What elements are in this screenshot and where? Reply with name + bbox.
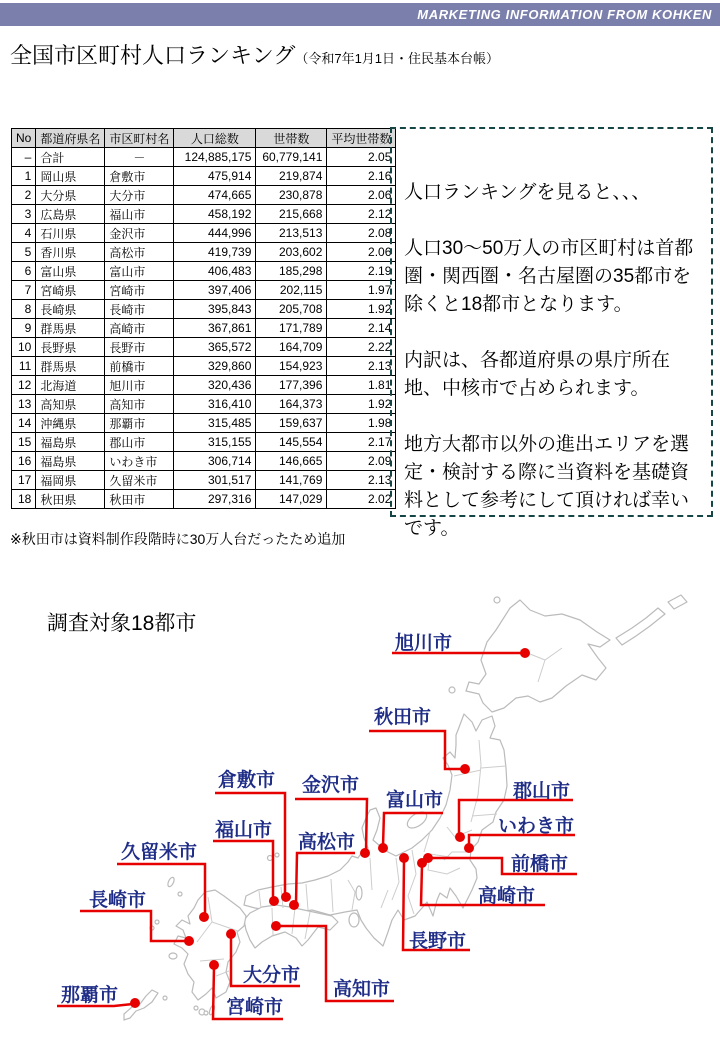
- cell-households: 202,115: [256, 281, 327, 300]
- cell-city: 高崎市: [105, 319, 174, 338]
- cell-no: 14: [12, 414, 36, 433]
- cell-households: 60,779,141: [256, 148, 327, 167]
- cell-avg-household: 1.97: [327, 281, 396, 300]
- cell-households: 146,665: [256, 452, 327, 471]
- map-island-oki-2: [275, 853, 279, 857]
- map-city-dot: [209, 960, 219, 970]
- cell-city: 福山市: [105, 205, 174, 224]
- map-city-dot: [464, 843, 474, 853]
- cell-prefecture: 群馬県: [36, 357, 105, 376]
- map-island-small-2: [194, 1006, 198, 1010]
- cell-population: 124,885,175: [174, 148, 256, 167]
- map-island-hokkaido: [466, 600, 610, 712]
- cell-no: 4: [12, 224, 36, 243]
- map-city-dot: [378, 843, 388, 853]
- cell-households: 205,708: [256, 300, 327, 319]
- cell-city: 前橋市: [105, 357, 174, 376]
- map-city-label: いわき市: [498, 816, 575, 837]
- cell-avg-household: 2.17: [327, 433, 396, 452]
- cell-no: 13: [12, 395, 36, 414]
- cell-avg-household: 1.98: [327, 414, 396, 433]
- cell-no: 12: [12, 376, 36, 395]
- cell-avg-household: 1.92: [327, 395, 396, 414]
- table-row: [12, 414, 396, 433]
- page-title: [10, 39, 499, 70]
- cell-no: 2: [12, 186, 36, 205]
- map-lake-biwa: [356, 886, 362, 900]
- table-row: [12, 205, 396, 224]
- page-title-main: 全国市区町村人口ランキング: [10, 43, 296, 68]
- cell-population: 475,914: [174, 167, 256, 186]
- map-city-dot: [455, 832, 465, 842]
- cell-no: –: [12, 148, 36, 167]
- cell-population: 320,436: [174, 376, 256, 395]
- map-city-dot: [184, 936, 194, 946]
- table-footnote: ※秋田市は資料制作段階時に30万人台だったため追加: [10, 531, 346, 547]
- cell-city: 長野市: [105, 338, 174, 357]
- table-row: [12, 433, 396, 452]
- table-row: [12, 262, 396, 281]
- cell-prefecture: 合計: [36, 148, 105, 167]
- cell-households: 154,923: [256, 357, 327, 376]
- cell-no: 6: [12, 262, 36, 281]
- cell-prefecture: 長崎県: [36, 300, 105, 319]
- cell-households: 145,554: [256, 433, 327, 452]
- table-row: [12, 452, 396, 471]
- cell-no: 8: [12, 300, 36, 319]
- cell-city: 旭川市: [105, 376, 174, 395]
- cell-no: 10: [12, 338, 36, 357]
- cell-population: 365,572: [174, 338, 256, 357]
- col-header-city: 市区町村名: [105, 129, 174, 148]
- table-row: [12, 471, 396, 490]
- table-row: [12, 395, 396, 414]
- cell-households: 215,668: [256, 205, 327, 224]
- table-row: [12, 243, 396, 262]
- cell-prefecture: 秋田県: [36, 490, 105, 509]
- cell-prefecture: 福島県: [36, 433, 105, 452]
- map-island-kuril-north: [668, 595, 687, 609]
- map-island-small-1: [163, 996, 167, 1000]
- map-island-okushiri: [449, 687, 455, 693]
- cell-prefecture: 福岡県: [36, 471, 105, 490]
- cell-avg-household: 2.19: [327, 262, 396, 281]
- map-city-dot: [289, 900, 299, 910]
- map-island-rishiri: [494, 597, 500, 603]
- map-city-label: 高知市: [333, 979, 391, 1000]
- map-city-label: 富山市: [386, 790, 444, 811]
- cell-population: 395,843: [174, 300, 256, 319]
- col-header-population: 人口総数: [174, 129, 256, 148]
- cell-households: 230,878: [256, 186, 327, 205]
- cell-city: 那覇市: [105, 414, 174, 433]
- cell-households: 219,874: [256, 167, 327, 186]
- cell-city: 久留米市: [105, 471, 174, 490]
- map-city-label: 郡山市: [513, 781, 571, 802]
- cell-avg-household: 2.14: [327, 319, 396, 338]
- cell-no: 15: [12, 433, 36, 452]
- cell-avg-household: 2.06: [327, 186, 396, 205]
- col-header-no: No: [12, 129, 36, 148]
- cell-households: 185,298: [256, 262, 327, 281]
- cell-avg-household: 2.02: [327, 490, 396, 509]
- table-row: [12, 319, 396, 338]
- ranking-table-head: [12, 129, 396, 148]
- cell-population: 458,192: [174, 205, 256, 224]
- cell-avg-household: 2.08: [327, 224, 396, 243]
- cell-prefecture: 香川県: [36, 243, 105, 262]
- cell-prefecture: 宮崎県: [36, 281, 105, 300]
- cell-population: 315,155: [174, 433, 256, 452]
- map-city-dot: [520, 648, 530, 658]
- banner-text: MARKETING INFORMATION FROM KOHKEN: [417, 7, 712, 22]
- map-city-label: 前橋市: [511, 854, 569, 875]
- header-banner: [0, 3, 720, 26]
- cell-city: 高知市: [105, 395, 174, 414]
- cell-no: 1: [12, 167, 36, 186]
- map-island-kuril-chain: [616, 608, 665, 645]
- col-header-prefecture: 都道府県名: [36, 129, 105, 148]
- map-city-label: 高松市: [298, 832, 356, 853]
- table-row: [12, 300, 396, 319]
- table-row: [12, 376, 396, 395]
- map-city-dot: [417, 858, 427, 868]
- note-box: [390, 127, 713, 539]
- map-island-small-3: [204, 1011, 208, 1015]
- cell-population: 367,861: [174, 319, 256, 338]
- map-city-dot: [460, 764, 470, 774]
- cell-city: 大分市: [105, 186, 174, 205]
- map-city-label: 大分市: [243, 965, 301, 986]
- note-paragraph: 人口ランキングを見ると、、、: [404, 182, 651, 203]
- cell-avg-household: 2.06: [327, 243, 396, 262]
- map-city-label: 長野市: [409, 931, 467, 952]
- map-city-label: 倉敷市: [218, 770, 276, 791]
- cell-prefecture: 北海道: [36, 376, 105, 395]
- map-island-iki: [178, 892, 182, 896]
- cell-population: 397,406: [174, 281, 256, 300]
- ranking-table: [11, 128, 396, 509]
- cell-no: 11: [12, 357, 36, 376]
- cell-households: 141,769: [256, 471, 327, 490]
- cell-population: 419,739: [174, 243, 256, 262]
- map-city-label: 福山市: [215, 820, 273, 841]
- cell-no: 18: [12, 490, 36, 509]
- cell-city: 秋田市: [105, 490, 174, 509]
- cell-no: 5: [12, 243, 36, 262]
- cell-avg-household: 2.13: [327, 357, 396, 376]
- cell-prefecture: 長野県: [36, 338, 105, 357]
- table-row: [12, 338, 396, 357]
- cell-no: 3: [12, 205, 36, 224]
- note-paragraph: 地方大都市以外の進出エリアを選定・検討する際に当資料を基礎資料として参考にして頂ければ幸いです。: [404, 434, 690, 539]
- map-island-amakusa: [169, 953, 177, 959]
- map-leader-line: [215, 793, 285, 895]
- table-row-total: [12, 148, 396, 167]
- cell-no: 9: [12, 319, 36, 338]
- cell-households: 177,396: [256, 376, 327, 395]
- cell-population: 315,485: [174, 414, 256, 433]
- cell-avg-household: 2.12: [327, 205, 396, 224]
- cell-prefecture: 沖縄県: [36, 414, 105, 433]
- cell-city: いわき市: [105, 452, 174, 471]
- japan-map: [0, 590, 720, 1040]
- cell-no: 17: [12, 471, 36, 490]
- map-title: 調査対象18都市: [47, 612, 197, 635]
- cell-avg-household: 2.13: [327, 471, 396, 490]
- cell-population: 406,483: [174, 262, 256, 281]
- map-city-dot: [360, 848, 370, 858]
- cell-population: 474,665: [174, 186, 256, 205]
- page-title-sub: （令和7年1月1日・住民基本台帳）: [295, 51, 500, 66]
- map-city-label: 秋田市: [374, 707, 432, 728]
- map-island-tsushima: [167, 876, 176, 887]
- table-row: [12, 281, 396, 300]
- map-city-label: 宮崎市: [226, 997, 284, 1018]
- cell-city: 郡山市: [105, 433, 174, 452]
- table-row: [12, 357, 396, 376]
- table-row: [12, 490, 396, 509]
- cell-avg-household: 1.81: [327, 376, 396, 395]
- map-city-label: 久留米市: [121, 842, 198, 863]
- cell-households: 213,513: [256, 224, 327, 243]
- map-city-dot: [226, 929, 236, 939]
- map-city-dot: [281, 892, 291, 902]
- cell-prefecture: 石川県: [36, 224, 105, 243]
- cell-prefecture: 広島県: [36, 205, 105, 224]
- map-city-label: 金沢市: [302, 775, 360, 796]
- cell-avg-household: 2.22: [327, 338, 396, 357]
- cell-prefecture: 福島県: [36, 452, 105, 471]
- cell-city: －: [105, 148, 174, 167]
- map-city-label: 高崎市: [478, 886, 536, 907]
- note-paragraph: 人口30～50万人の市区町村は首都圏・関西圏・名古屋圏の35都市を除くと18都市となります。: [404, 238, 694, 315]
- map-city-dot: [269, 896, 279, 906]
- cell-no: 16: [12, 452, 36, 471]
- col-header-avg-household: 平均世帯数: [327, 129, 396, 148]
- map-city-label: 長崎市: [89, 890, 147, 911]
- cell-prefecture: 富山県: [36, 262, 105, 281]
- map-city-label: 旭川市: [395, 633, 453, 654]
- map-leader-line: [80, 911, 186, 941]
- cell-population: 329,860: [174, 357, 256, 376]
- cell-population: 301,517: [174, 471, 256, 490]
- cell-no: 7: [12, 281, 36, 300]
- cell-avg-household: 2.16: [327, 167, 396, 186]
- ranking-table-body: [12, 148, 396, 509]
- map-city-dot: [130, 998, 140, 1008]
- cell-city: 長崎市: [105, 300, 174, 319]
- cell-prefecture: 大分県: [36, 186, 105, 205]
- map-city-dot: [199, 912, 209, 922]
- cell-prefecture: 岡山県: [36, 167, 105, 186]
- col-header-households: 世帯数: [256, 129, 327, 148]
- cell-households: 164,709: [256, 338, 327, 357]
- map-island-goto-1: [155, 920, 159, 924]
- cell-city: 倉敷市: [105, 167, 174, 186]
- header-row: [12, 129, 396, 148]
- cell-households: 147,029: [256, 490, 327, 509]
- cell-avg-household: 1.92: [327, 300, 396, 319]
- table-row: [12, 167, 396, 186]
- cell-city: 高松市: [105, 243, 174, 262]
- cell-prefecture: 高知県: [36, 395, 105, 414]
- table-row: [12, 224, 396, 243]
- cell-city: 金沢市: [105, 224, 174, 243]
- cell-avg-household: 2.09: [327, 452, 396, 471]
- cell-avg-household: 2.05: [327, 148, 396, 167]
- cell-population: 316,410: [174, 395, 256, 414]
- note-paragraph: 内訳は、各都道府県の県庁所在地、中核市で占められます。: [404, 350, 671, 399]
- cell-households: 203,602: [256, 243, 327, 262]
- map-island-awaji: [349, 913, 359, 927]
- cell-population: 306,714: [174, 452, 256, 471]
- cell-population: 297,316: [174, 490, 256, 509]
- cell-city: 富山市: [105, 262, 174, 281]
- map-city-dot: [271, 921, 281, 931]
- table-row: [12, 186, 396, 205]
- cell-households: 159,637: [256, 414, 327, 433]
- cell-households: 171,789: [256, 319, 327, 338]
- cell-population: 444,996: [174, 224, 256, 243]
- map-city-dot: [399, 853, 409, 863]
- cell-city: 宮崎市: [105, 281, 174, 300]
- cell-prefecture: 群馬県: [36, 319, 105, 338]
- map-city-label: 那覇市: [61, 985, 119, 1006]
- cell-households: 164,373: [256, 395, 327, 414]
